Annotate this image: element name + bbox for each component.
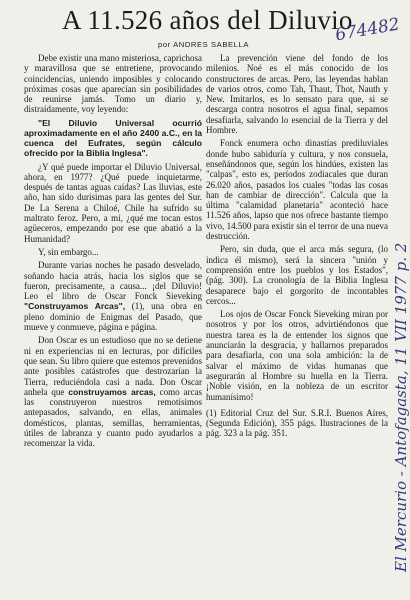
emphasis: construyamos arcas, <box>68 386 156 397</box>
left-column <box>24 53 202 452</box>
article-title: A 11.526 años del Diluvio <box>62 5 353 35</box>
paragraph <box>24 335 202 448</box>
paragraph: Fonck enumera ocho dinastías prediluviales donde hubo sabiduría y cultura, y nos consuela, enseñándonos que, según los hindúes, existen las "calpas", esto es, períodos zodiacales que duran 26.020 años, pasados los cuales "todas las cosas han de cambiar de dirección". Calcula que la última "calamidad planetaria" aconteció hace 11.526 años, lapso que nos ofrece bastante tiempo vivo, 14.500 para existir sin el terror de una nueva destrucción. <box>206 138 388 242</box>
paragraph: La prevención viene del fondo de los milenios. Noé es el más conocido de los constructores de arcas. Pero, las leyendas hablan de varios otros, como Tah, Thaut, Thot, Nauth y New. Imitarlos, es lo sensato para que, si se descarga contra nosotros el agua final, sepamos desafiarla, salvando lo esencial de la Tierra y del Hombre. <box>206 53 388 136</box>
paragraph: ¿Y qué puede importar el Diluvio Universal, ahora, en 1977? ¿Qué puede inquietarme, después de tantas aguas caídas? Las lluvias, este año, han sido durísimas para las gentes del Sur. De La Serena a Chiloé, Chile ha sufrido su maltrato feroz. Pero, a mí, ¿qué me tocan estos agüeceros, empezando por ese que abatió a la Humanidad? <box>24 161 202 244</box>
paragraph: Pero, sin duda, que el arca más segura, (lo indica él mismo), será la sincera "unión y comprensión entre los pueblos y los Estados", (pág. 300). La cronología de la Biblia Inglesa desaparece bajo el gorgorito de incontables cercos... <box>206 244 388 306</box>
paragraph <box>24 260 202 332</box>
handwritten-source-note: El Mercurio - Antofagasta, 11 VII 1977 p. 2 <box>392 242 410 572</box>
footnote: (1) Editorial Cruz del Sur. S.R.I. Buenos Aires, (Segunda Edición), 355 págs. Ilustraciones de la pág. 323 a la pág. 351. <box>206 407 388 439</box>
paragraph: Y, sin embargo... <box>38 246 99 257</box>
paragraph: Debe existir una mano misteriosa, caprichosa y maravillosa que se entretiene, provocando coincidencias, uniendo imposibles y colocando próximas cosas que aparecían sin posibilidades de reunirse jamás. Tomo un diario y, distraídamente, voy leyendo: <box>24 53 202 115</box>
text-run: Durante varias noches he pasado desvelado, soñando hacia atrás, hacia los siglos que se fueron, precisamente, a causa... ¡del Diluvio! Leo el libro de Oscar Fonck Sieveking <box>24 260 202 302</box>
text-run: (1), una obra en pleno dominio de Enigmas del Pasado, que mueve y conmueve, página e página. <box>24 301 202 333</box>
handwritten-number: 674482 <box>333 14 402 46</box>
book-title: "Construyamos Arcas", <box>24 301 126 312</box>
paragraph: Los ojos de Oscar Fonck Sieveking miran por nosotros y por los otros, advirtiéndonos que nuestra tarea es la de entender los signos que anunciarán la desgracia, y hallarnos preparados para desafiarla, con una sola ambición: la de salvar el máximo de vidas humanas que asegurarán al Hombre su huella en la Tierra. ¡Noble visión, en la nobleza de un escritor humanísimo! <box>206 309 388 402</box>
quoted-excerpt: "El Diluvio Universal ocurrió aproximadamente en el año 2400 a.C., en la cuenca del Eufrates, según cálculo ofrecido por la Biblia Inglesa". <box>24 117 202 159</box>
right-column <box>206 53 388 442</box>
article-byline: por ANDRES SABELLA <box>158 40 249 49</box>
text-run: como arcas las construyeron nuestros remotísimos antepasados, salvando, en ellas, animales domésticos, plantas, semillas, herramientas, útiles de labranza y cuanto pudo ayudarlos a recomenzar la vida. <box>24 386 202 449</box>
text-run: Don Oscar es un estudioso que no se detiene ni en experiencias ni en lecturas, por difíciles que sean. Su libro quiere que estemos prevenidos ante posibles catástrofes que destrozarían la Tierra, reduciéndola casi a nada. Don Oscar anhela que <box>24 335 202 397</box>
